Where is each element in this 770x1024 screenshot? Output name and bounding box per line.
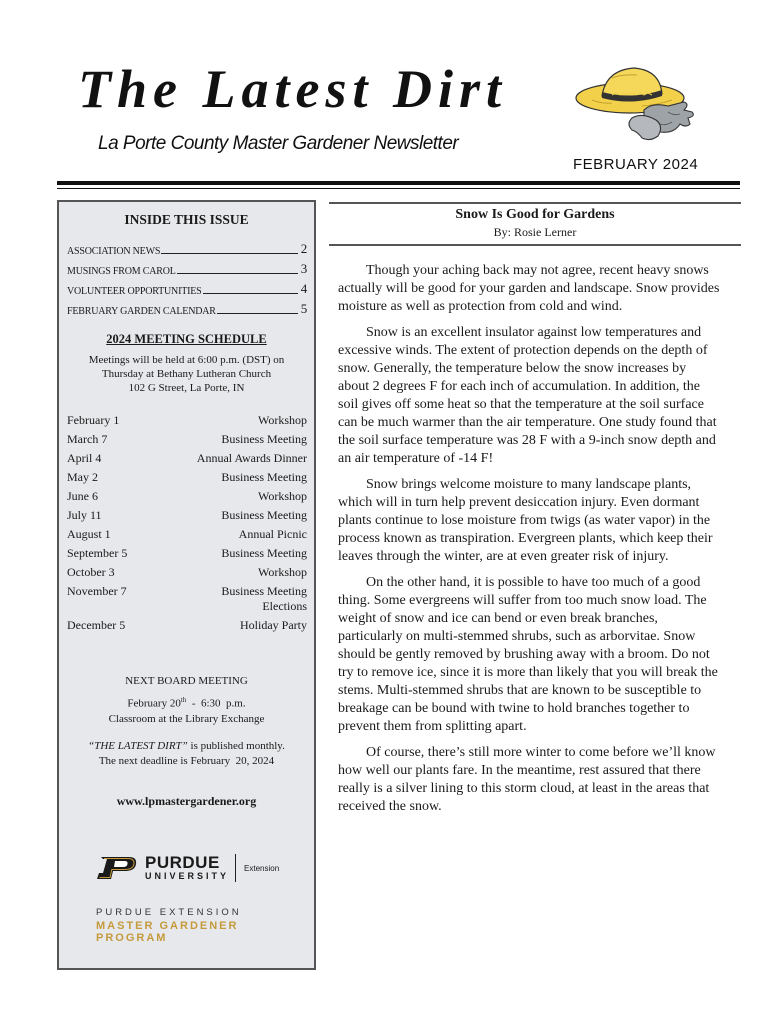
schedule-event: Business Meeting [221,508,307,522]
schedule-row [67,470,307,489]
straw-hat-and-gloves-icon [572,62,700,144]
program-line-2: MASTER GARDENER PROGRAM [96,920,239,944]
website-link[interactable]: www.lpmastergardener.org [116,794,257,808]
board-date-prefix: February 20 [127,697,181,710]
university-word: UNIVERSITY [145,871,230,881]
schedule-row [67,527,307,546]
schedule-event: Business Meeting [221,470,307,484]
schedule-row [67,413,307,432]
masthead-rule-thin [57,188,740,189]
board-date-sup: th [180,696,187,704]
schedule-event: Business Meeting [221,546,307,560]
article-byline: By: Rosie Lerner [493,225,577,239]
schedule-date: December 5 [67,618,126,632]
schedule-row [67,618,307,637]
article-rule-top [329,202,741,204]
purdue-logo [95,854,279,882]
schedule-event-line: Business Meeting [221,584,307,598]
schedule-date: February 1 [67,413,120,427]
toc-item[interactable] [67,297,307,317]
toc-item[interactable] [67,257,307,277]
meeting-schedule-list [67,413,307,637]
schedule-event: Holiday Party [240,618,307,632]
extension-word: Extension [244,863,280,873]
schedule-event [221,584,307,618]
board-meeting-date [59,693,314,712]
schedule-event: Workshop [257,489,307,503]
toc-item-page: 5 [300,301,307,316]
schedule-note-line: Thursday at Bethany Lutheran Church [101,368,272,380]
article-body [338,262,720,824]
schedule-note-line: 102 G Street, La Porte, IN [128,382,245,394]
schedule-date: May 2 [67,470,98,484]
schedule-row [67,432,307,451]
schedule-event: Workshop [257,565,307,579]
toc-item[interactable] [67,237,307,257]
inside-issue-heading: INSIDE THIS ISSUE [124,212,249,227]
board-date-suffix: - 6:30 p.m. [186,697,246,710]
toc-item-page: 4 [300,281,307,296]
purdue-p-mark-icon [95,855,139,881]
schedule-row [67,451,307,470]
deadline-line: The next deadline is February 20, 2024 [98,755,275,767]
schedule-event-line: Elections [262,599,307,613]
publication-rest: is published monthly. [187,740,285,752]
schedule-row [67,508,307,527]
sidebar [57,200,316,970]
toc-leader [161,253,298,254]
article-paragraph: Snow brings welcome moisture to many landscape plants, which will in turn help prevent desiccation injury. Even dormant plants continue to lose moisture from twigs (as water vapor) in the process known as transpiration. Evergreen plants, which keep their leaves through the winter, are at even greater risk of injury. [338,477,713,564]
logo-divider [235,854,236,882]
publication-line [59,739,314,754]
meeting-schedule-note [73,353,300,395]
article-paragraph: Of course, there’s still more winter to come before we’ll know how well our plants fare. In the meantime, rest assured that there really is a silver lining to this storm cloud, at least in the areas that received the snow. [338,745,716,814]
schedule-date: August 1 [67,527,111,541]
schedule-note-line: Meetings will be held at 6:00 p.m. (DST) on [88,354,285,366]
toc-item-label: ASSOCIATION NEWS [67,246,161,257]
toc-leader [217,313,298,314]
board-meeting-location: Classroom at the Library Exchange [108,712,265,725]
next-board-meeting [59,674,314,727]
board-meeting-heading: NEXT BOARD MEETING [125,675,248,687]
program-line-1: PURDUE EXTENSION [96,907,242,918]
purdue-wordmark [145,854,229,882]
schedule-date: March 7 [67,432,108,446]
schedule-event: Workshop [257,413,307,427]
schedule-row [67,546,307,565]
schedule-row [67,565,307,584]
schedule-event: Annual Awards Dinner [196,451,307,465]
toc-item-label: FEBRUARY GARDEN CALENDAR [67,306,216,317]
masthead-rule [57,181,740,185]
schedule-row [67,489,307,508]
schedule-event: Business Meeting [221,432,307,446]
schedule-date: June 6 [67,489,98,503]
publication-note [59,739,314,769]
publication-title: “THE LATEST DIRT” [88,740,188,752]
schedule-date: November 7 [67,584,127,598]
issue-date: FEBRUARY 2024 [573,156,699,173]
schedule-row [67,584,307,618]
toc-item-label: MUSINGS FROM CAROL [67,266,176,277]
toc-item[interactable] [67,277,307,297]
article-paragraph: Snow is an excellent insulator against low temperatures and excessive winds. The extent of protection depends on the depth of snow. Generally, the temperature below the snow increases by about 2 degrees F for each inch of accumulation. In addition, the soil gives off some heat so that the temperature at the soil surface can be much warmer than the air temperature. One study found that the soil surface temperature was 28 F with a 9-inch snow depth and an air temperature of -14 F! [338,325,717,466]
purdue-word: PURDUE [145,853,220,872]
newsletter-title: The Latest Dirt [78,59,507,119]
article-title: Snow Is Good for Gardens [455,207,615,222]
toc-item-page: 3 [300,261,307,276]
article-paragraph: Though your aching back may not agree, recent heavy snows actually will be good for your garden and landscape. Snow provides moisture as well as protection from cold and wind. [338,263,720,314]
schedule-date: September 5 [67,546,128,560]
toc-leader [177,273,298,274]
toc-item-page: 2 [300,241,307,256]
article-rule-bottom [329,244,741,246]
toc-item-label: VOLUNTEER OPPORTUNITIES [67,286,202,297]
toc-leader [203,293,298,294]
article-paragraph: On the other hand, it is possible to have too much of a good thing. Some evergreens will suffer from too much snow load. The weight of snow and ice can bend or even break branches, particularly on multi-stemmed shrubs, such as arborvitae. Snow should be gently removed by brushing away with a broom. Do not try to remove ice, since it is more than likely that you will break the stems. Multi-stemmed shrubs that are known to be susceptible to breakage can be bound with twine to hold branches together to prevent them from splitting apart. [338,575,718,734]
newsletter-subtitle: La Porte County Master Gardener Newsletter [98,133,459,154]
table-of-contents [67,237,307,317]
schedule-event: Annual Picnic [238,527,307,541]
meeting-schedule-heading: 2024 MEETING SCHEDULE [106,332,267,346]
schedule-date: April 4 [67,451,102,465]
schedule-date: October 3 [67,565,115,579]
schedule-date: July 11 [67,508,102,522]
